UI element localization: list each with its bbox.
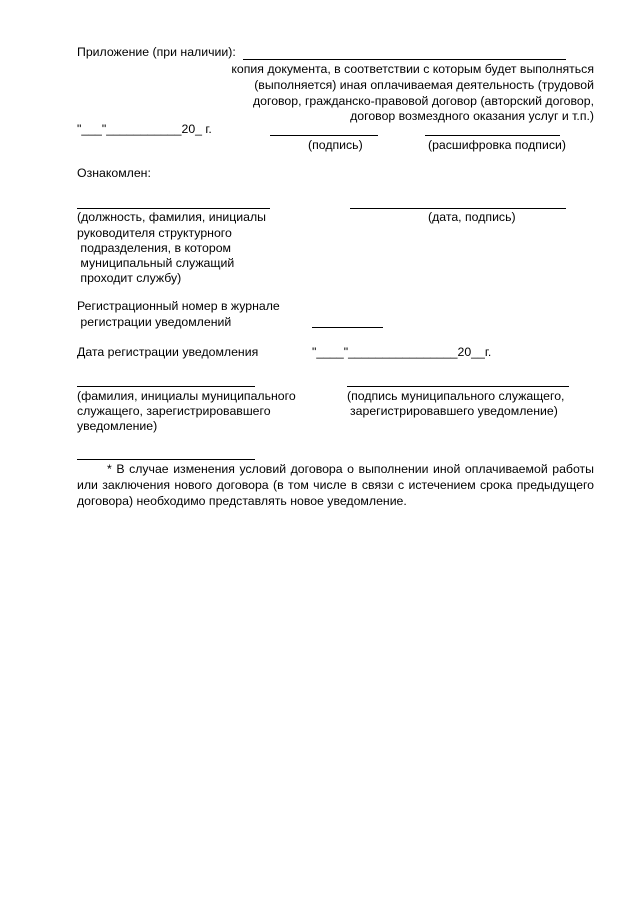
attachment-desc-line-4: договор возмездного оказания услуг и т.п.) <box>350 109 594 123</box>
decoding-line <box>425 135 560 136</box>
position-caption-2: руководителя структурного <box>77 226 232 240</box>
attachment-underline <box>243 59 566 60</box>
decoding-caption: (расшифровка подписи) <box>428 138 566 152</box>
registrar-sign-caption-2: зарегистрировавшего уведомление) <box>350 404 558 418</box>
position-caption-5: проходит службу) <box>77 271 182 285</box>
registration-number-label-2: регистрации уведомлений <box>77 315 232 329</box>
registrar-sign-caption-1: (подпись муниципального служащего, <box>347 389 565 403</box>
registration-date-label: Дата регистрации уведомления <box>77 345 259 359</box>
acquainted-date-caption: (дата, подпись) <box>428 210 516 224</box>
registrar-name-caption-2: служащего, зарегистрировавшего <box>77 404 271 418</box>
registration-date-value: "____"________________20__г. <box>312 345 492 359</box>
registrar-name-caption-1: (фамилия, инициалы муниципального <box>77 389 296 403</box>
position-caption-1: (должность, фамилия, инициалы <box>77 210 266 224</box>
registration-number-label-1: Регистрационный номер в журнале <box>77 299 280 313</box>
acquainted-label: Ознакомлен: <box>77 166 151 180</box>
footnote-text: * В случае изменения условий договора о выполнении иной оплачиваемой работы или заключения нового договора (в том числе в связи с истечением срока предыдущего договора) необходимо представлять новое уведомление. <box>77 462 594 508</box>
date-field: "___"___________20_ г. <box>77 122 212 136</box>
footnote-separator <box>77 459 255 460</box>
registrar-name-line <box>77 386 255 387</box>
position-caption-3: подразделения, в котором <box>77 241 231 255</box>
attachment-label: Приложение (при наличии): <box>77 45 236 59</box>
position-caption-4: муниципальный служащий <box>77 256 235 270</box>
signature-line <box>270 135 378 136</box>
registrar-sign-line <box>347 386 569 387</box>
attachment-desc-line-1: копия документа, в соответствии с которым будет выполняться <box>231 62 594 76</box>
attachment-desc-line-2: (выполняется) иная оплачиваемая деятельность (трудовой <box>254 78 594 92</box>
attachment-desc-line-3: договор, гражданско-правовой договор (авторский договор, <box>252 94 594 108</box>
signature-caption: (подпись) <box>308 138 363 152</box>
registration-number-line <box>312 327 383 328</box>
registrar-name-caption-3: уведомление) <box>77 419 158 433</box>
